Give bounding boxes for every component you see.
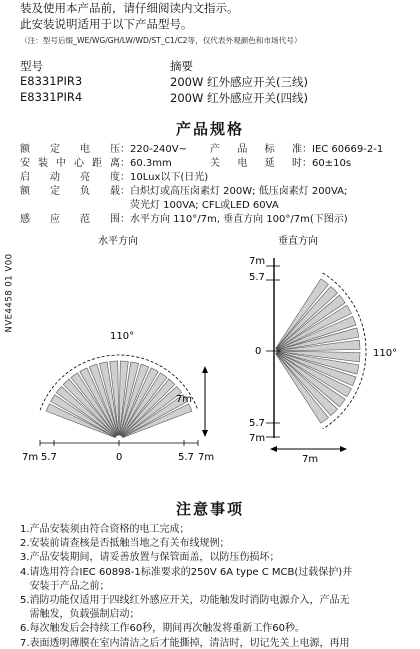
note-line: 6.每次触发后会持续工作60秒，期间再次触发将重新工作60秒。: [20, 623, 305, 635]
left-vert-label: 7m: [175, 394, 192, 405]
specs-title: 产品规格: [175, 120, 244, 138]
model-row-1-summary: 200W 红外感应开关(三线): [170, 75, 308, 89]
note-line: 3.产品安装期间，请妥善放置与保管面盖，以防压伤损坏；: [20, 552, 280, 564]
note-line: 1.产品安装须由符合资格的电工完成；: [20, 524, 190, 535]
header-line-2: 此安装说明适用于以下产品型号。: [20, 17, 193, 31]
note-line: 7.表面透明薄膜在室内清洁之后才能撕掉，清洁时，切记先关上电源，再用: [20, 637, 350, 649]
spec-label: 额 定 负 载: [20, 186, 120, 197]
right-label-top-57: 5.7: [249, 272, 265, 283]
spec-row-voltage: 额 定 电 压：220-240V~: [20, 140, 187, 155]
spec-label: 关 电 延 时: [210, 158, 302, 169]
diagram-right-title: 垂直方向: [278, 236, 318, 247]
note-line: 4.请选用符合IEC 60898-1标准要求的250V 6A type C MCB(过载保护)并: [20, 566, 353, 578]
spec-row-distance: 安装中心距离：60.3mm: [20, 154, 172, 169]
axis-label-7m-right: 7m: [198, 452, 215, 463]
spec-row-lux: 启 动 亮 度：10Lux以下(日光): [20, 168, 208, 183]
horizontal-fan: [40, 355, 198, 438]
axis-label-zero-left: 0: [116, 452, 123, 463]
model-row-2-summary: 200W 红外感应开关(四线): [170, 91, 308, 105]
header-note: （注：型号后缀_WE/WG/GH/LW/WD/ST_C1/C2等，仅代表外观颜色和市场代号）: [20, 36, 302, 45]
spec-label: 额 定 电 压: [20, 144, 120, 155]
left-angle-label: 110°: [110, 331, 135, 342]
spec-value: 白炽灯或高压卤素灯 200W; 低压卤素灯 200VA;: [130, 186, 348, 197]
axis-label-7m-left: 7m: [22, 452, 39, 463]
models-header-model: 型号: [20, 59, 43, 73]
spec-value: IEC 60669-2-1: [312, 144, 384, 155]
notes-title: 注意事项: [175, 500, 244, 518]
spec-value: 水平方向 110°/7m, 垂直方向 100°/7m(下图示): [130, 214, 348, 225]
spec-label: 感 应 范 围: [20, 214, 120, 225]
axis-label-57-left: 5.7: [41, 452, 57, 463]
right-label-bot-7m: 7m: [249, 433, 266, 444]
spec-value: 220-240V~: [130, 144, 188, 155]
spec-row-load-2: [20, 196, 279, 211]
spec-value: 60.3mm: [130, 158, 172, 169]
spec-value: 荧光灯 100VA; CFL或LED 60VA: [130, 200, 279, 211]
right-label-zero: 0: [255, 346, 262, 357]
spec-row-delay: 关 电 延 时：60±10s: [210, 154, 351, 169]
model-row-2-model: E8331PIR4: [20, 90, 83, 104]
spec-row-range: 感 应 范 围：水平方向 110°/7m, 垂直方向 100°/7m(下图示): [20, 210, 348, 225]
model-row-1-model: E8331PIR3: [20, 74, 83, 88]
right-horiz-label: 7m: [302, 454, 319, 465]
header-line-1: 装及使用本产品前，请仔细阅读内文指示。: [20, 1, 239, 15]
spec-value: 10Lux以下(日光): [130, 172, 209, 183]
note-line: 安装于产品之前；: [20, 580, 110, 592]
spec-value: 60±10s: [312, 158, 352, 169]
right-label-bot-57: 5.7: [249, 418, 265, 429]
vertical-fan: [276, 273, 366, 429]
axis-label-57-right: 5.7: [178, 452, 194, 463]
note-line: 2.安装前请查核是否抵触当地之有关布线规例；: [20, 538, 230, 550]
models-header-summary: 摘要: [170, 59, 193, 73]
spec-row-load: 额 定 负 载：白炽灯或高压卤素灯 200W; 低压卤素灯 200VA;: [20, 182, 347, 197]
diagram-left-title: 水平方向: [98, 236, 138, 247]
side-code: NVE4458 01 V00: [4, 253, 15, 333]
right-label-top-7m: 7m: [249, 256, 266, 267]
detection-diagram: [0, 228, 420, 468]
note-line: 需触发，负载强制启动；: [20, 609, 140, 621]
spec-label: 启 动 亮 度: [20, 172, 120, 183]
spec-row-standard: 产 品 标 准：IEC 60669-2-1: [210, 140, 383, 155]
right-angle-label: 110°: [373, 348, 398, 359]
spec-label: 产 品 标 准: [210, 144, 302, 155]
note-line: 5.消防功能仅适用于四线红外感应开关，功能触发时消防电源介入，产品无: [20, 595, 350, 606]
spec-label: 安装中心距离: [20, 158, 120, 169]
